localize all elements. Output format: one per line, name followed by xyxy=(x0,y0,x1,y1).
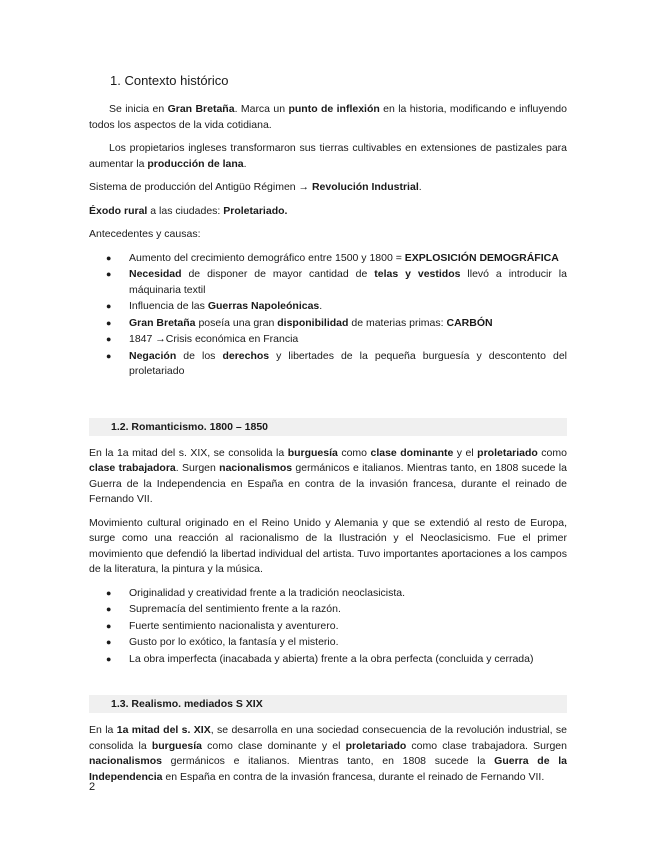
bullet-icon: ● xyxy=(106,334,112,344)
text-run: Influencia de las xyxy=(129,300,208,312)
section-1-3-title: 1.3. Realismo. mediados S XIX xyxy=(111,698,263,710)
bullet-icon: ● xyxy=(106,604,112,614)
text-run: Se inicia en xyxy=(109,103,168,115)
bullet-icon: ● xyxy=(106,350,112,361)
bold-text: proletariado xyxy=(345,739,407,752)
text-run: Originalidad y creatividad frente a la tradición neoclasicista. xyxy=(129,586,406,599)
bold-text: Éxodo rural xyxy=(89,204,148,217)
list-item xyxy=(89,652,567,668)
bold-text: nacionalismos xyxy=(89,755,162,767)
romanticism-traits-list xyxy=(89,586,567,668)
text-run: como xyxy=(337,446,371,459)
text-run: Los propietarios ingleses transformaron sus tierras cultivables en extensiones de pastizales para aumentar la xyxy=(89,142,567,170)
bold-text: proletariado xyxy=(477,446,538,459)
bold-text: clase dominante xyxy=(370,446,454,459)
bold-text: Negación xyxy=(129,349,177,362)
text-run: germánicos e italianos. Mientras tanto, en 1808 sucede la Guerra de la Independencia en España en contra de la invasión francesa, durante el reinado de Fernando VII. xyxy=(89,462,567,505)
text-run: Movimiento cultural originado en el Reino Unido y Alemania y que se extendió al resto de Europa, surge como una reacción al racionalismo de la Ilustración y el Neoclasicismo. Fue el primer movimiento que defendió la libertad individual del artista. Tuvo importantes aportaciones a los campos de la literatura, la pintura y la música. xyxy=(89,516,567,575)
bullet-icon: ● xyxy=(106,620,112,631)
paragraph xyxy=(89,180,567,196)
paragraph xyxy=(89,723,567,785)
bold-text: burguesía xyxy=(287,446,338,459)
section-1-title: 1. Contexto histórico xyxy=(110,73,229,88)
list-item xyxy=(89,349,567,380)
list-item xyxy=(89,332,567,348)
bullet-icon: ● xyxy=(106,317,112,328)
paragraph xyxy=(89,516,567,578)
bold-text: telas y vestidos xyxy=(374,268,461,280)
text-run: de los xyxy=(176,349,223,362)
text-run: llevó a introducir la máquinaria textil xyxy=(129,268,567,296)
bold-text: Proletariado. xyxy=(223,204,288,217)
text-run: Sistema de producción del Antigüo Régimen → xyxy=(89,181,312,193)
bold-text: Guerras Napoleónicas xyxy=(207,300,320,312)
page-number: 2 xyxy=(89,781,96,793)
paragraph xyxy=(89,446,567,508)
list-item xyxy=(89,619,567,635)
section-1-3-heading xyxy=(89,695,567,713)
bold-text: Necesidad xyxy=(129,268,182,280)
bullet-icon: ● xyxy=(106,301,112,311)
bold-text: CARBÓN xyxy=(446,316,493,329)
bullet-icon: ● xyxy=(106,269,112,279)
text-run: y el xyxy=(453,446,478,459)
document-page xyxy=(89,72,567,793)
bold-text: punto de inflexión xyxy=(288,103,380,115)
text-run: La obra imperfecta (inacabada y abierta) frente a la obra perfecta (concluida y cerrada) xyxy=(129,652,534,665)
bold-text: Revolución Industrial xyxy=(311,181,419,193)
text-run: Gusto por lo exótico, la fantasía y el misterio. xyxy=(129,636,339,648)
text-run: En la 1a mitad del s. XIX, se consolida la xyxy=(89,446,288,459)
bullet-icon: ● xyxy=(106,252,112,263)
list-item xyxy=(89,635,567,651)
paragraph xyxy=(89,102,567,133)
list-item xyxy=(89,251,567,267)
bold-text: producción de lana xyxy=(147,157,244,170)
text-run: Supremacía del sentimiento frente a la razón. xyxy=(129,603,341,615)
section-1-2-title: 1.2. Romanticismo. 1800 – 1850 xyxy=(111,420,269,433)
text-run: poseía una gran xyxy=(195,316,278,329)
text-run: de disponer de mayor cantidad de xyxy=(181,268,375,280)
bullet-icon: ● xyxy=(106,587,112,598)
list-item xyxy=(89,586,567,602)
text-run: . Marca un xyxy=(234,103,289,115)
text-run: En la xyxy=(89,724,117,736)
list-item xyxy=(89,267,567,298)
causes-list xyxy=(89,251,567,380)
text-run: Antecedentes y causas: xyxy=(89,228,201,240)
bold-text: disponibilidad xyxy=(277,316,349,329)
text-run: y libertades de la pequeña burguesía y descontento del proletariado xyxy=(129,349,567,377)
bold-text: 1a mitad del s. XIX xyxy=(116,724,211,736)
bold-text: clase trabajadora xyxy=(89,462,176,474)
paragraph xyxy=(89,204,567,220)
bold-text: Gran Bretaña xyxy=(129,316,196,329)
list-item xyxy=(89,299,567,315)
bold-text: burguesía xyxy=(151,739,203,752)
text-run: como clase dominante y el xyxy=(202,739,346,752)
text-run: germánicos e italianos. Mientras tanto, en 1808 sucede la xyxy=(161,755,495,767)
text-run: como clase trabajadora. Surgen xyxy=(406,739,567,752)
section-1-2-heading xyxy=(89,418,567,436)
bullet-icon: ● xyxy=(106,653,112,664)
text-run: en la historia, modificando e influyendo todos los aspectos de la vida cotidiana. xyxy=(89,103,567,131)
paragraph xyxy=(89,227,567,243)
text-run: como xyxy=(537,446,567,459)
text-run: . xyxy=(319,300,323,312)
text-run: a las ciudades: xyxy=(147,204,224,217)
text-run: Fuerte sentimiento nacionalista y aventurero. xyxy=(129,619,339,632)
text-run: 1847 →Crisis económica en Francia xyxy=(129,333,299,345)
list-item xyxy=(89,316,567,332)
bullet-icon: ● xyxy=(106,637,112,647)
paragraph xyxy=(89,141,567,172)
bold-text: derechos xyxy=(222,349,270,362)
text-run: en España en contra de la invasión francesa, durante el reinado de Fernando VII. xyxy=(162,770,545,783)
text-run: , se desarrolla en una sociedad consecuencia de la revolución industrial, se consolida la xyxy=(89,724,567,752)
text-run: . Surgen xyxy=(175,462,220,474)
text-run: Aumento del crecimiento demográfico entre 1500 y 1800 = xyxy=(129,251,405,264)
text-run: . xyxy=(418,181,422,193)
text-run: . xyxy=(243,157,247,170)
text-run: de materias primas: xyxy=(348,316,447,329)
bold-text: nacionalismos xyxy=(219,462,293,474)
list-item xyxy=(89,602,567,618)
bold-text: EXPLOSICIÓN DEMOGRÁFICA xyxy=(404,251,559,264)
bold-text: Guerra de la Independencia xyxy=(89,755,568,783)
bold-text: Gran Bretaña xyxy=(167,103,235,115)
